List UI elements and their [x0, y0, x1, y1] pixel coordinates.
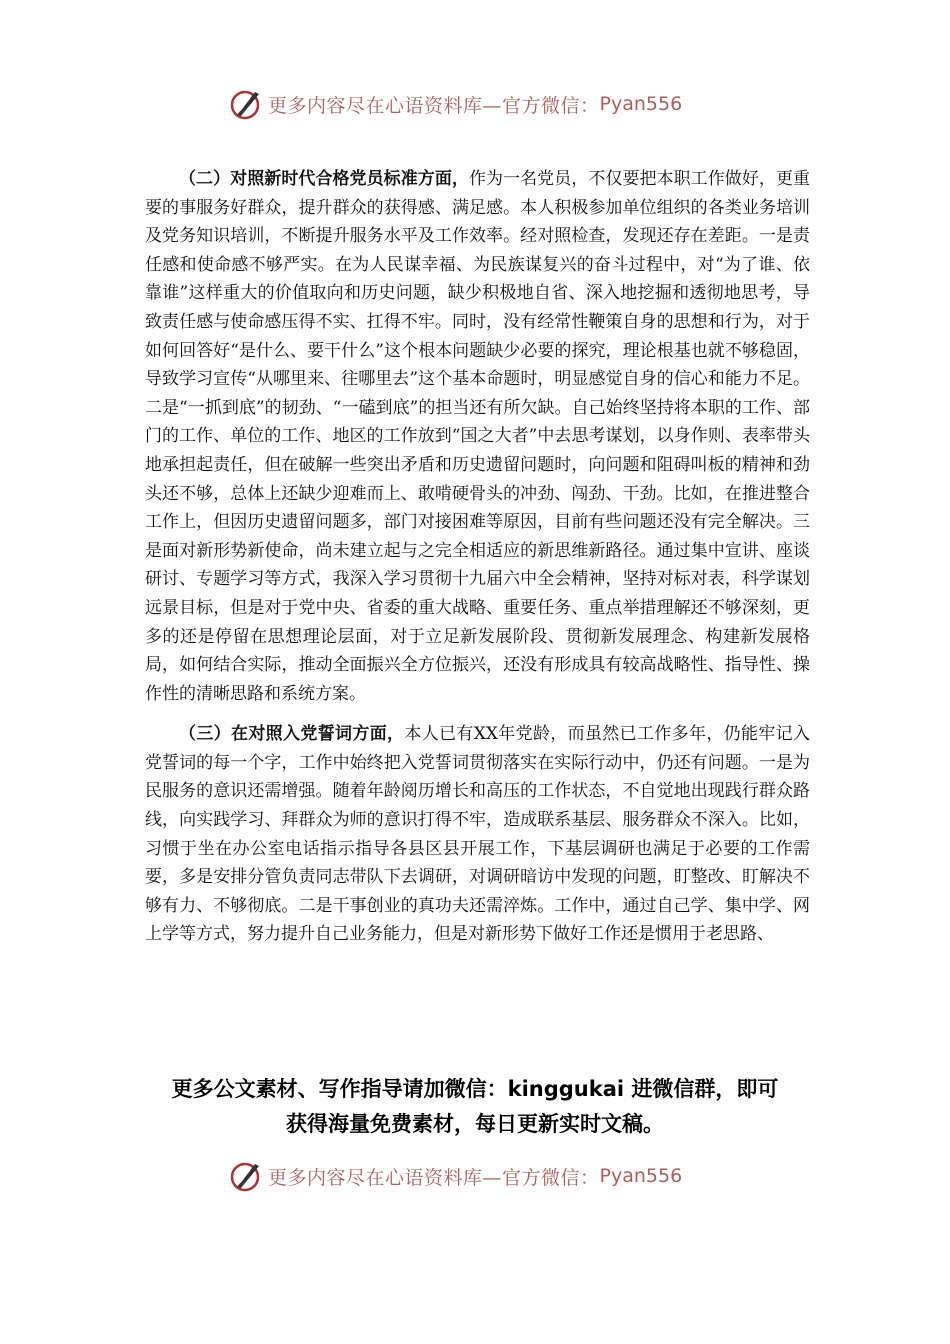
banner-text: 更多内容尽在心语资料库—官方微信：	[268, 1166, 600, 1189]
feather-pen-circle-icon	[228, 1158, 264, 1194]
paragraph-3	[145, 720, 810, 949]
header-banner	[228, 84, 748, 124]
paragraph-2-heading: （二）对照新时代合格党员标准方面，	[179, 169, 469, 189]
banner-wechat-id: Pyan556	[599, 1165, 683, 1187]
promo-notice: 更多公文素材、写作指导请加微信：kinggukai 进微信群，即可 获得海量免费素材，每日更新实时文稿。	[171, 1077, 779, 1136]
banner-text: 更多内容尽在心语资料库—官方微信：	[268, 94, 600, 117]
paragraph-3-heading: （三）在对照入党誓词方面，	[179, 724, 405, 745]
footer-banner	[228, 1156, 748, 1196]
banner-wechat-id: Pyan556	[599, 93, 683, 115]
paragraph-2	[145, 165, 810, 708]
document-body	[145, 165, 810, 949]
feather-pen-circle-icon	[228, 86, 264, 122]
paragraph-3-text: 本人已有XX年党龄，而虽然已工作多年，仍能牢记入党誓词的每一个字，工作中始终把入党誓词贯彻落实在实际行动中，仍还有问题。一是为民服务的意识还需增强。随着年龄阅历增长和高压的工作状态，不自觉地出现践行群众路线，向实践学习、拜群众为师的意识打得不牢，造成联系基层、服务群众不深入。比如，习惯于坐在办公室电话指示指导各县区县开展工作，下基层调研也满足于必要的工作需要，多是安排分管负责同志带队下去调研，对调研暗访中发现的问题，盯整改、盯解决不够有力、不够彻底。二是干事创业的真功夫还需淬炼。工作中，通过自己学、集中学、网上学等方式，努力提升自己业务能力，但是对新形势下做好工作还是惯用于老思路、	[145, 724, 811, 945]
paragraph-2-text: 作为一名党员，不仅要把本职工作做好，更重要的事服务好群众，提升群众的获得感、满足感。本人积极参加单位组织的各类业务培训及党务知识培训，不断提升服务水平及工作效率。经对照检查，发现还存在差距。一是责任感和使命感不够严实。在为人民谋幸福、为民族谋复兴的奋斗过程中，对“为了谁、依靠谁”这样重大的价值取向和历史问题，缺少积极地自省、深入地挖掘和透彻地思考，导致责任感与使命感压得不实、扛得不牢。同时，没有经常性鞭策自身的思想和行为，对于如何回答好“是什么、要干什么”这个根本问题缺少必要的探究，理论根基也就不够稳固，导致学习宣传“从哪里来、往哪里去”这个基本命题时，明显感觉自身的信心和能力不足。二是“一抓到底”的韧劲、“一磕到底”的担当还有所欠缺。自己始终坚持将本职的工作、部门的工作、单位的工作、地区的工作放到“国之大者”中去思考谋划，以身作则、表率带头地承担起责任，但在破解一些突出矛盾和历史遗留问题时，向问题和阻碍叫板的精神和劲头还不够，总体上还缺少迎难而上、敢啃硬骨头的冲劲、闯劲、干劲。比如，在推进整合工作上，但因历史遗留问题多，部门对接困难等原因，目前有些问题还没有完全解决。三是面对新形势新使命，尚未建立起与之完全相适应的新思维新路径。通过集中宣讲、座谈研讨、专题学习等方式，我深入学习贯彻十九届六中全会精神，坚持对标对表，科学谋划远景目标，但是对于党中央、省委的重大战略、重要任务、重点举措理解还不够深刻，更多的还是停留在思想理论层面，对于立足新发展阶段、贯彻新发展理念、构建新发展格局，如何结合实际，推动全面振兴全方位振兴，还没有形成具有较高战略性、指导性、操作性的清晰思路和系统方案。	[145, 169, 811, 704]
